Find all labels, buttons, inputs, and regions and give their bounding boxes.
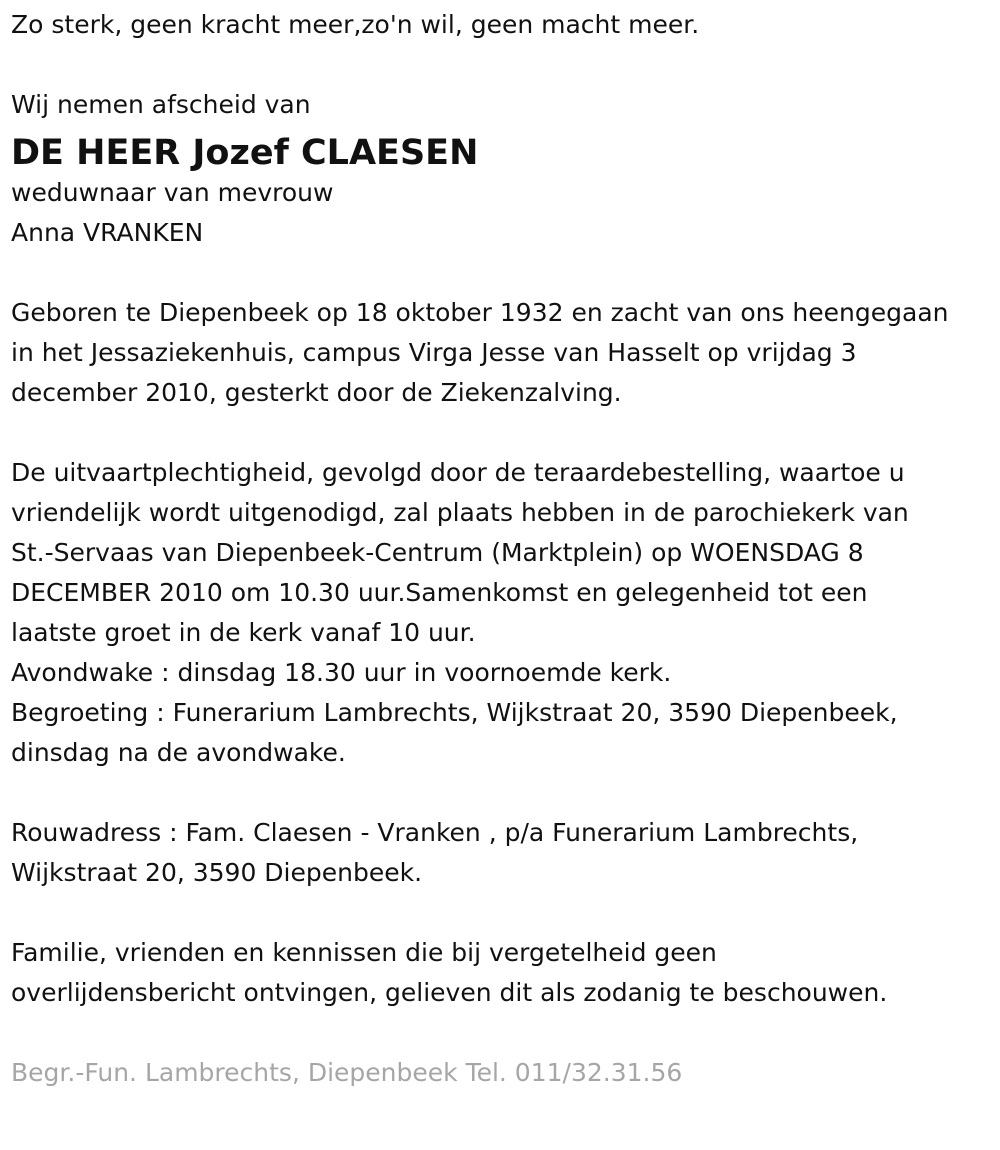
- spacer: [11, 253, 996, 293]
- vigil-line: Avondwake : dinsdag 18.30 uur in voornoemde kerk.: [11, 658, 672, 687]
- spacer: [11, 1013, 996, 1053]
- paragraph-line: Geboren te Diepenbeek op 18 oktober 1932 en zacht van ons heengegaan: [11, 298, 949, 327]
- paragraph-line: in het Jessaziekenhuis, campus Virga Jesse van Hasselt op vrijdag 3: [11, 338, 857, 367]
- birth-death-paragraph: [11, 293, 996, 413]
- intro-line: Wij nemen afscheid van: [11, 90, 311, 119]
- spouse-line-2: Anna VRANKEN: [11, 218, 204, 247]
- mourning-address-paragraph: [11, 813, 996, 893]
- paragraph-line: dinsdag na de avondwake.: [11, 738, 346, 767]
- funeral-paragraph: [11, 453, 996, 773]
- spouse-line-1: weduwnaar van mevrouw: [11, 178, 334, 207]
- spacer: [11, 413, 996, 453]
- funeral-home-footer: Begr.-Fun. Lambrechts, Diepenbeek Tel. 011/32.31.56: [11, 1058, 683, 1087]
- paragraph-line: De uitvaartplechtigheid, gevolgd door de teraardebestelling, waartoe u: [11, 458, 905, 487]
- deceased-name: DE HEER Jozef CLAESEN: [11, 133, 479, 173]
- paragraph-line: Rouwadress : Fam. Claesen - Vranken , p/a Funerarium Lambrechts,: [11, 818, 859, 847]
- paragraph-line: december 2010, gesterkt door de Ziekenzalving.: [11, 378, 622, 407]
- paragraph-line: St.-Servaas van Diepenbeek-Centrum (Marktplein) op WOENSDAG 8: [11, 538, 864, 567]
- family-note-paragraph: [11, 933, 996, 1013]
- paragraph-line: laatste groet in de kerk vanaf 10 uur.: [11, 618, 476, 647]
- paragraph-line: DECEMBER 2010 om 10.30 uur.Samenkomst en gelegenheid tot een: [11, 578, 868, 607]
- motto-line: Zo sterk, geen kracht meer,zo'n wil, geen macht meer.: [11, 10, 700, 39]
- paragraph-line: vriendelijk wordt uitgenodigd, zal plaats hebben in de parochiekerk van: [11, 498, 909, 527]
- greeting-line: Begroeting : Funerarium Lambrechts, Wijkstraat 20, 3590 Diepenbeek,: [11, 698, 898, 727]
- spacer: [11, 45, 996, 85]
- paragraph-line: Familie, vrienden en kennissen die bij vergetelheid geen: [11, 938, 717, 967]
- paragraph-line: overlijdensbericht ontvingen, gelieven dit als zodanig te beschouwen.: [11, 978, 888, 1007]
- spacer: [11, 893, 996, 933]
- paragraph-line: Wijkstraat 20, 3590 Diepenbeek.: [11, 858, 423, 887]
- spacer: [11, 773, 996, 813]
- obituary-notice: [11, 0, 996, 1093]
